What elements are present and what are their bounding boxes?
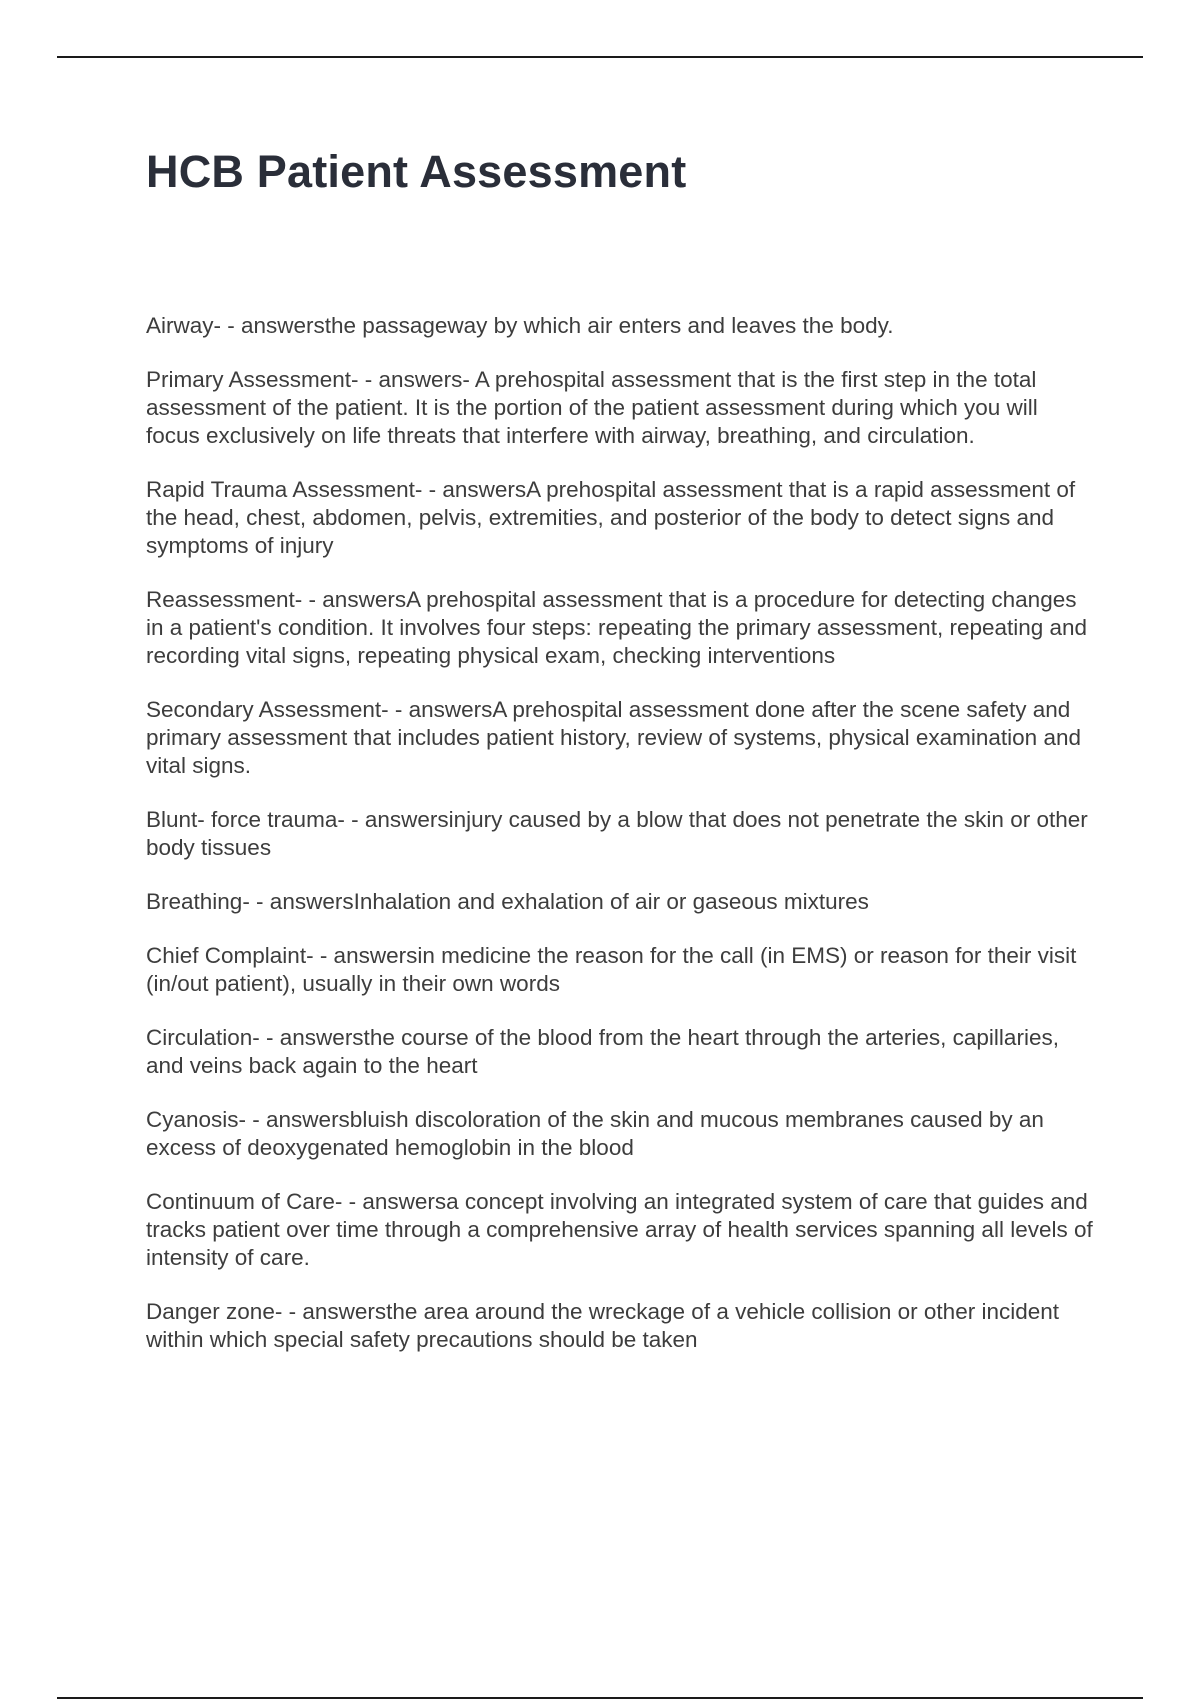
flashcard-entry-blunt-force-trauma: Blunt- force trauma- - answersinjury caused by a blow that does not penetrate the skin or other body tissues (146, 807, 1088, 860)
page-title: HCB Patient Assessment (146, 146, 687, 197)
flashcard-entry-airway: Airway- - answersthe passageway by which air enters and leaves the body. (146, 313, 894, 338)
flashcard-entry-cyanosis: Cyanosis- - answersbluish discoloration of the skin and mucous membranes caused by an excess of deoxygenated hemoglobin in the blood (146, 1107, 1044, 1160)
flashcard-entry-rapid-trauma-assessment: Rapid Trauma Assessment- - answersA prehospital assessment that is a rapid assessment of the head, chest, abdomen, pelvis, extremities, and posterior of the body to detect signs and symptoms of injury (146, 477, 1076, 558)
flashcard-entry-secondary-assessment: Secondary Assessment- - answersA prehospital assessment done after the scene safety and primary assessment that includes patient history, review of systems, physical examination and vital signs. (146, 697, 1081, 778)
bottom-divider (57, 1697, 1143, 1699)
flashcard-list (146, 312, 1096, 1380)
top-divider (57, 56, 1143, 58)
flashcard-entry-breathing: Breathing- - answersInhalation and exhalation of air or gaseous mixtures (146, 889, 869, 914)
flashcard-entry-chief-complaint: Chief Complaint- - answersin medicine the reason for the call (in EMS) or reason for their visit (in/out patient), usually in their own words (146, 943, 1077, 996)
flashcard-entry-circulation: Circulation- - answersthe course of the blood from the heart through the arteries, capillaries, and veins back again to the heart (146, 1025, 1059, 1078)
flashcard-entry-continuum-of-care: Continuum of Care- - answersa concept involving an integrated system of care that guides and tracks patient over time through a comprehensive array of health services spanning all levels of intensity of care. (146, 1189, 1093, 1270)
flashcard-entry-primary-assessment: Primary Assessment- - answers- A prehospital assessment that is the first step in the total assessment of the patient. It is the portion of the patient assessment during which you will focus exclusively on life threats that interfere with airway, breathing, and circulation. (146, 367, 1038, 448)
flashcard-entry-danger-zone: Danger zone- - answersthe area around the wreckage of a vehicle collision or other incident within which special safety precautions should be taken (146, 1299, 1060, 1352)
flashcard-entry-reassessment: Reassessment- - answersA prehospital assessment that is a procedure for detecting changes in a patient's condition. It involves four steps: repeating the primary assessment, repeating and recording vital signs, repeating physical exam, checking interventions (146, 587, 1088, 668)
